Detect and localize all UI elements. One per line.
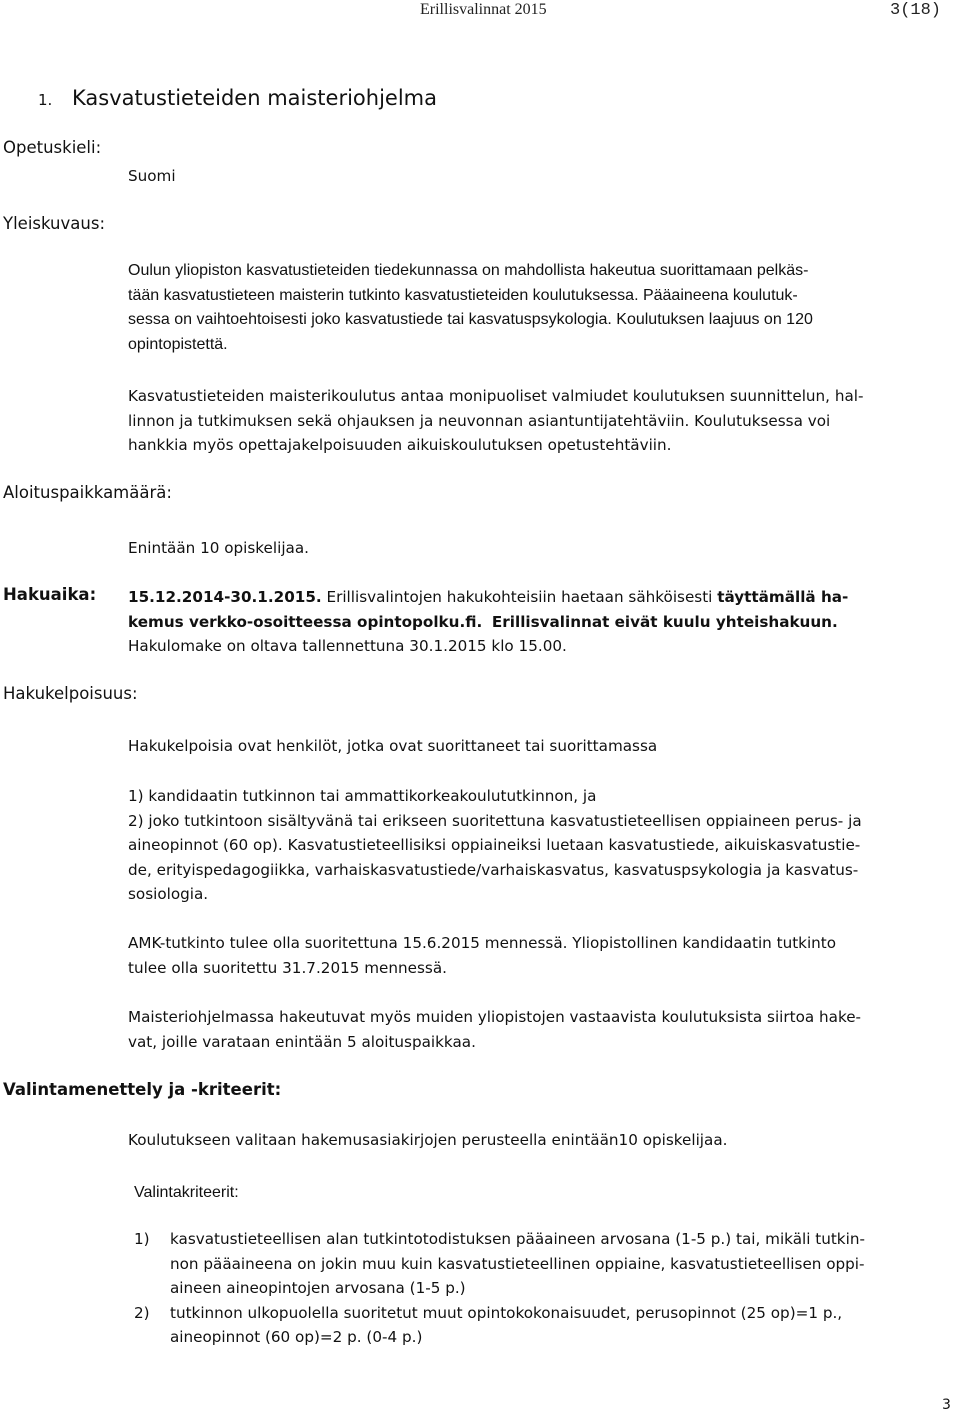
text-line: AMK-tutkinto tulee olla suoritettuna 15.6.2015 mennessä. Yliopistollinen kandidaatin tutkinto bbox=[128, 934, 837, 952]
hakuaika-text: 15.12.2014-30.1.2015. Erillisvalintojen hakukohteisiin haetaan sähköisesti täyttämällä ha- kemus verkko-osoitteessa opintopolku.fi. Erillisvalinnat eivät kuulu yhteishakuun. Hakulomake on oltava tallennettuna 30.1.2015 klo 15.00. bbox=[128, 588, 849, 655]
hakukelpoisuus-amk bbox=[128, 931, 954, 980]
section-title: Kasvatustieteiden maisteriohjelma bbox=[72, 86, 437, 110]
text-line: Oulun yliopiston kasvatustieteiden tiedekunnassa on mahdollista hakeutua suorittamaan pelkäs- bbox=[128, 262, 809, 279]
text-line: sosiologia. bbox=[128, 885, 209, 903]
criteria-item: 1) kasvatustieteellisen alan tutkintotodistuksen pääaineen arvosana (1-5 p.) tai, mikäli tutkin- non pääaineena on jokin muu kuin kasvatustieteellinen oppiaine, kasvatustieteellisen oppi- aineen aineopintojen arvosana (1-5 p.) bbox=[134, 1230, 865, 1297]
text-line: de, erityispedagogiikka, varhaiskasvatustiede/varhaiskasvatus, kasvatuspsykologia ja kasvatus- bbox=[128, 860, 859, 879]
text-line: aineopinnot (60 op). Kasvatustieteellisiksi oppiaineiksi luetaan kasvatustiede, aikuiskasvatustie- bbox=[128, 836, 861, 854]
text-line: tään kasvatustieteen maisterin tutkinto kasvatustieteiden koulutuksessa. Pääaineena koulutuk- bbox=[128, 286, 798, 304]
label-valintamenettely: Valintamenettely ja -kriteerit: bbox=[3, 1080, 282, 1099]
document-title: Erillisvalinnat 2015 bbox=[420, 1, 547, 18]
text-line: hankkia myös opettajakelpoisuuden aikuiskoulutuksen opetustehtäviin. bbox=[128, 436, 672, 454]
aloituspaikkamaara-value: Enintään 10 opiskelijaa. bbox=[128, 539, 310, 557]
label-hakuaika: Hakuaika: bbox=[3, 585, 97, 604]
page-number: 3(18) bbox=[890, 1, 942, 20]
hakukelpoisuus-intro: Hakukelpoisia ovat henkilöt, jotka ovat suorittaneet tai suorittamassa bbox=[128, 737, 658, 755]
valinta-intro: Koulutukseen valitaan hakemusasiakirjojen perusteella enintään10 opiskelijaa. bbox=[128, 1131, 728, 1149]
section-number: 1. bbox=[38, 91, 53, 109]
criteria-item: 2) tutkinnon ulkopuolella suoritetut muut opintokokonaisuudet, perusopinnot (25 op)=1 p., aineopinnot (60 op)=2 p. (0-4 p.) bbox=[134, 1303, 843, 1346]
text-line: vat, joille varataan enintään 5 aloituspaikkaa. bbox=[128, 1032, 476, 1051]
text-line: linnon ja tutkimuksen sekä ohjauksen ja neuvonnan asiantuntijatehtäviin. Koulutuksessa voi bbox=[128, 411, 831, 430]
text-line: 1) kandidaatin tutkinnon tai ammattikorkeakoulututkinnon, ja bbox=[128, 787, 597, 805]
hakuaika-dates: 15.12.2014-30.1.2015. bbox=[128, 588, 322, 606]
text-line: Kasvatustieteiden maisterikoulutus antaa monipuoliset valmiudet koulutuksen suunnittelun, hal- bbox=[128, 387, 864, 405]
hakukelpoisuus-list bbox=[128, 784, 954, 907]
text-line: sessa on vaihtoehtoisesti joko kasvatustiede tai kasvatuspsykologia. Koulutuksen laajuus on 120 bbox=[128, 311, 813, 328]
valintakriteerit-label: Valintakriteerit: bbox=[134, 1184, 239, 1201]
hakukelpoisuus-siirto bbox=[128, 1005, 954, 1054]
opetuskieli-value: Suomi bbox=[128, 167, 176, 185]
text-line: Maisteriohjelmassa hakeutuvat myös muiden yliopistojen vastaavista koulutuksista siirtoa hake- bbox=[128, 1008, 862, 1026]
label-opetuskieli: Opetuskieli: bbox=[3, 138, 102, 157]
yleiskuvaus-paragraph-2 bbox=[128, 384, 954, 458]
text-line: tulee olla suoritettu 31.7.2015 mennessä. bbox=[128, 958, 447, 977]
label-hakukelpoisuus: Hakukelpoisuus: bbox=[3, 684, 138, 703]
section-heading bbox=[38, 86, 437, 110]
yleiskuvaus-paragraph-1 bbox=[128, 259, 954, 357]
footer-page-number: 3 bbox=[942, 1397, 951, 1413]
criteria-list bbox=[128, 1227, 954, 1350]
text-line: opintopistettä. bbox=[128, 335, 228, 353]
text-line: 2) joko tutkintoon sisältyvänä tai erikseen suoritettuna kasvatustieteellisen oppiaineen perus- ja bbox=[128, 811, 862, 830]
label-yleiskuvaus: Yleiskuvaus: bbox=[3, 214, 105, 233]
label-aloituspaikkamaara: Aloituspaikkamäärä: bbox=[3, 483, 172, 502]
